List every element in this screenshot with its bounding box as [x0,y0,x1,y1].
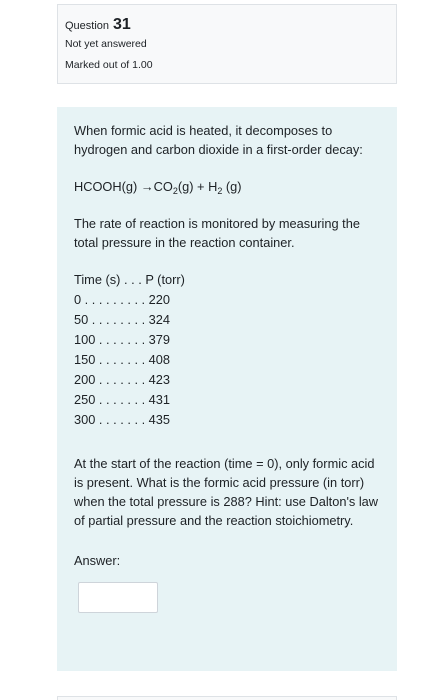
table-row: 200 . . . . . . . 423 [74,372,171,387]
equation-co2-subscript: 2 [172,186,178,196]
answer-input[interactable] [78,582,158,613]
table-row: 100 . . . . . . . 379 [74,332,171,347]
table-row: 0 . . . . . . . . . 220 [74,292,171,307]
question-number [65,12,389,34]
question-text-panel [57,107,397,671]
equation-product-co2: CO [153,179,173,194]
question-grade: Marked out of 1.00 [65,59,153,71]
reaction-equation [74,177,381,196]
table-row: 250 . . . . . . . 431 [74,392,171,407]
question-state: Not yet answered [65,38,147,50]
table-row: 50 . . . . . . . . 324 [74,312,171,327]
next-question-panel-edge [57,696,397,700]
table-row: 150 . . . . . . . 408 [74,352,171,367]
question-intro: When formic acid is heated, it decomposes to hydrogen and carbon dioxide in a first-order decay: [74,123,363,157]
equation-reactant: HCOOH(g) → [74,179,154,194]
equation-phase: (g) [222,179,242,194]
question-prompt: At the start of the reaction (time = 0), only formic acid is present. What is the formic acid pressure (in torr) when the total pressure is 288? Hint: use Dalton's law of partial pressure and the reaction stoichiometry. [74,456,379,528]
question-number-value: 31 [113,16,131,33]
table-header-row: Time (s) . . . P (torr) [74,272,185,287]
answer-label: Answer: [74,553,121,568]
equation-product-h2: (g) + H [177,179,218,194]
question-info-panel [57,4,397,84]
question-label: Question [65,20,110,32]
equation-h2-subscript: 2 [217,186,223,196]
monitor-text: The rate of reaction is monitored by measuring the total pressure in the reaction container. [74,216,360,250]
pressure-data-table [74,270,381,430]
table-row: 300 . . . . . . . 435 [74,412,171,427]
